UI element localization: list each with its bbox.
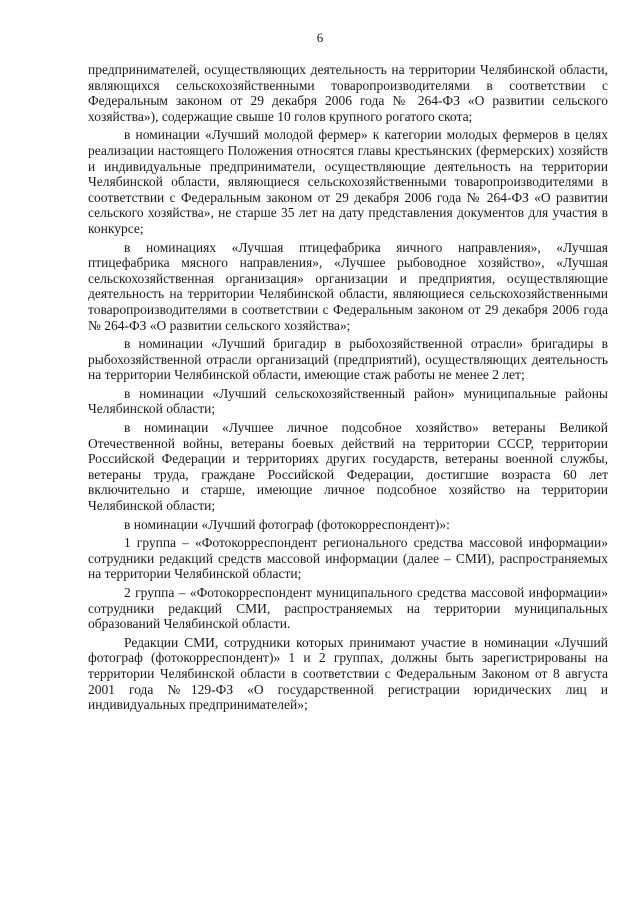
paragraph-group-2: 2 группа – «Фотокорреспондент муниципального средства массовой информации» сотрудники редакций СМИ, распространяемых на территории муниципальных образований Челябинской области.: [88, 585, 608, 632]
paragraph-poultry-fish-organizations: в номинациях «Лучшая птицефабрика яичного направления», «Лучшая птицефабрика мясного направления», «Лучшее рыбоводное хозяйство», «Лучшая сельскохозяйственная организация» организации и предприятия, осуществляющие деятельность на территории Челябинской области, являющиеся сельскохозяйственными товаропроизводителями в соответствии с Федеральным законом от 29 декабря 2006 года № 264-ФЗ «О развитии сельского хозяйства»;: [88, 239, 608, 333]
paragraph-continuation: предпринимателей, осуществляющих деятельность на территории Челябинской области, являющихся сельскохозяйственными товаропроизводителями в соответствии с Федеральным законом от 29 декабря 2006 года № 264-ФЗ «О развитии сельского хозяйства»), содержащие свыше 10 голов крупного рогатого скота;: [88, 62, 608, 124]
paragraph-media-registration: Редакции СМИ, сотрудники которых принимают участие в номинации «Лучший фотограф (фотокорреспондент)» 1 и 2 группах, должны быть зарегистрированы на территории Челябинской области в соответствии с Федеральным Законом от 8 августа 2001 года №129-ФЗ «О государственной регистрации юридических лиц и индивидуальных предпринимателей»;: [88, 634, 608, 713]
paragraph-young-farmer: в номинации «Лучший молодой фермер» к категории молодых фермеров в целях реализации настоящего Положения относятся главы крестьянских (фермерских) хозяйств и индивидуальные предприниматели, осуществляющие деятельность на территории Челябинской области, являющиеся сельскохозяйственными товаропроизводителями в соответствии с Федеральным законом от 29 декабря 2006 года № 264-ФЗ «О развитии сельского хозяйства», не старше 35 лет на дату представления документов для участия в конкурсе;: [88, 127, 608, 236]
body-text: [88, 62, 608, 713]
paragraph-personal-farm: в номинации «Лучшее личное подсобное хозяйство» ветераны Великой Отечественной войны, ветераны боевых действий на территории СССР, территории Российской Федерации и территориях других государств, ветераны военной службы, ветераны труда, граждане Российской Федерации, достигшие возраста 60 лет включительно и старше, имеющие личное подсобное хозяйство на территории Челябинской области;: [88, 420, 608, 514]
page-number: 6: [316, 30, 324, 45]
paragraph-agricultural-district: в номинации «Лучший сельскохозяйственный район» муниципальные районы Челябинской области;: [88, 385, 608, 417]
paragraph-photographer-nomination: в номинации «Лучший фотограф (фотокорреспондент)»:: [124, 516, 450, 532]
paragraph-group-1: 1 группа – «Фотокорреспондент регионального средства массовой информации» сотрудники редакций средств массовой информации (далее – СМИ), распространяемых на территории Челябинской области;: [88, 535, 608, 582]
paragraph-fishery-brigadier: в номинации «Лучший бригадир в рыбохозяйственной отрасли» бригадиры в рыбохозяйственной отрасли организаций (предприятий), осуществляющих деятельность на территории Челябинской области, имеющие стаж работы не менее 2 лет;: [88, 336, 608, 383]
